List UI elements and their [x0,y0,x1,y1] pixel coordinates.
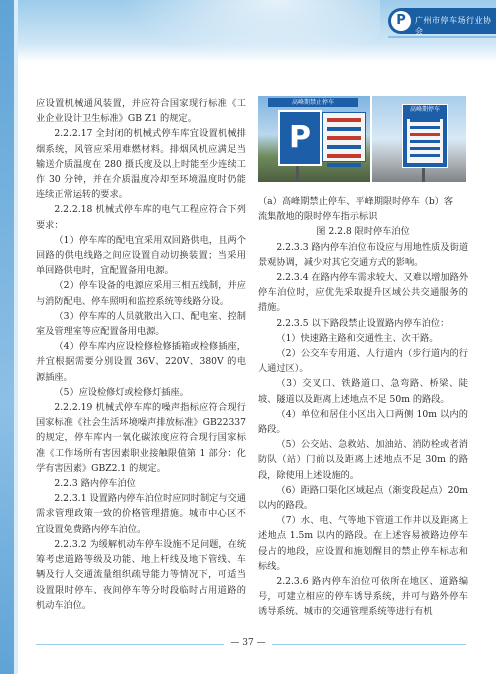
paragraph: 2.2.2.18 机械式停车库的电气工程应符合下列要求： [36,204,246,231]
photo-peak-hour-no-parking [258,96,370,182]
paragraph: （2）公交车专用道、人行道内（步行道内的行人通过区）。 [258,348,468,375]
association-name: 广州市停车场行业协会 [415,16,492,36]
paragraph: 2.2.3 路内停车泊位 [54,478,136,490]
paragraph: （4）停车库内应设检修检修插箱或检修插座，并宜根据需要分别设置 36V、220V、380V 的电源插座。 [36,341,246,383]
paragraph: 2.2.2.19 机械式停车库的噪声指标应符合现行国家标准《社会生活环境噪声排放标准》GB22337 的规定，停车库内一氧化碳浓度应符合现行国家标准《工作场所有害因素职业接触限值第 1 部分：化学有害因素》GBZ2.1 的规定。 [36,402,246,474]
page-number [0,638,496,648]
paragraph: （7）水、电、气等地下管道工作井以及距离上述地点 1.5m 以内的路段。在上述容易被路边停车侵占的地段，应设置和施划醒目的禁止停车标志和标线。 [258,515,468,572]
paragraph: 2.2.3.4 在路内停车需求较大、又难以增加路外停车泊位时，应优先采取提升区域公共交通服务的措施。 [258,272,468,314]
header-stripe [388,36,496,38]
sign-a-banner: 高峰期禁止停车 [268,98,358,107]
figure-caption-line2: 流集散地的限时停车指示标识 [258,211,378,223]
sign-b-title: 高峰期停车 [409,106,440,113]
paragraph: 2.2.3.2 为缓解机动车停车设施不足问题，在统筹考虑道路等级及功能、地上杆线及地下管线、车辆及行人交通流量组织疏导能力等情况下，可适当设置限时停车、夜间停车等分时段临时占用道路的机动车泊位。 [36,538,246,611]
sign-pole [422,166,425,182]
left-color-band [0,0,14,674]
paragraph: 2.2.2.17 全封闭的机械式停车库宜设置机械排烟系统，风管应采用难燃材料。排烟风机应满足当输送介质温度在 280 摄氏度及以上时能至少连续工作 30 分钟，并在介质温度冷却至环境温度时仍能连续正常运转的要求。 [36,128,246,201]
paragraph: （5）公交站、急救站、加油站、消防栓或者消防队（站）门前以及距离上述地点不足 30m 的路段，除使用上述设施的。 [258,439,468,481]
paragraph: （3）停车库的人员就散出入口、配电室、控制室及管理室等应配置备用电源。 [36,310,246,338]
time-limit-sign [402,104,448,168]
paragraph: （4）单位和居住小区出入口两侧 10m 以内的路段。 [258,408,468,436]
paragraph: （5）应设检修灯或检修灯插座。 [54,386,189,398]
association-logo [388,8,496,34]
paragraph: 2.2.3.6 路内停车泊位可依所在地区、道路编号，可建立相应的停车诱导系统，并可与路外停车诱导系统、城市的交通管理系统等进行有机 [258,576,468,618]
time-limit-panel [322,112,366,162]
paragraph: （1）停车库的配电宜采用双回路供电，且两个回路的供电线路之间应设置自动切换装置；当采用单回路供电时，宜配置备用电源。 [36,234,246,277]
right-text-column [258,194,468,620]
parking-sign-icon: P [278,110,322,166]
paragraph: 2.2.3.5 以下路段禁止设置路内停车泊位： [276,317,450,329]
photo-time-limited-parking [372,96,466,182]
figure-caption-line1: （a）高峰期禁止停车、平峰期限时停车（b）客 [258,196,454,207]
page-number-label: — 37 — [224,638,271,648]
paragraph: 2.2.3.3 路内停车泊位布设应与用地性质及街道景观协调，减少对其它交通方式的影响。 [258,241,468,268]
header-decoration [120,0,380,60]
figure-photos [258,96,466,182]
figure-caption-title: 图 2.2.8 限时停车泊位 [316,226,410,238]
paragraph: （3）交叉口、铁路道口、急弯路、桥梁、陡坡、隧道以及距离上述地点不足 50m 的路段。 [258,378,468,405]
paragraph: 应设置机械通风装置，并应符合国家现行标准《工业企业设计卫生标准》GB Z1 的规定。 [36,98,246,125]
paragraph: 2.2.3.1 设置路内停车泊位时应同时制定与交通需求管理政策一致的价格管理措施。城市中心区不宜设置免费路内停车泊位。 [36,493,246,535]
right-paragraphs [258,240,468,620]
paragraph: （6）距路口渠化区域起点（渐变段起点）20m 以内的路段。 [258,484,469,512]
left-text-column [36,96,246,613]
parking-logo-icon: P [391,11,411,31]
paragraph: （1）快速路主路和交通性主、次干路。 [276,332,439,344]
paragraph: （2）停车设备的电源应采用三相五线制，并应与消防配电、停车照明和监控系统等线路分设。 [36,280,246,307]
sign-b-schedule [407,119,443,163]
